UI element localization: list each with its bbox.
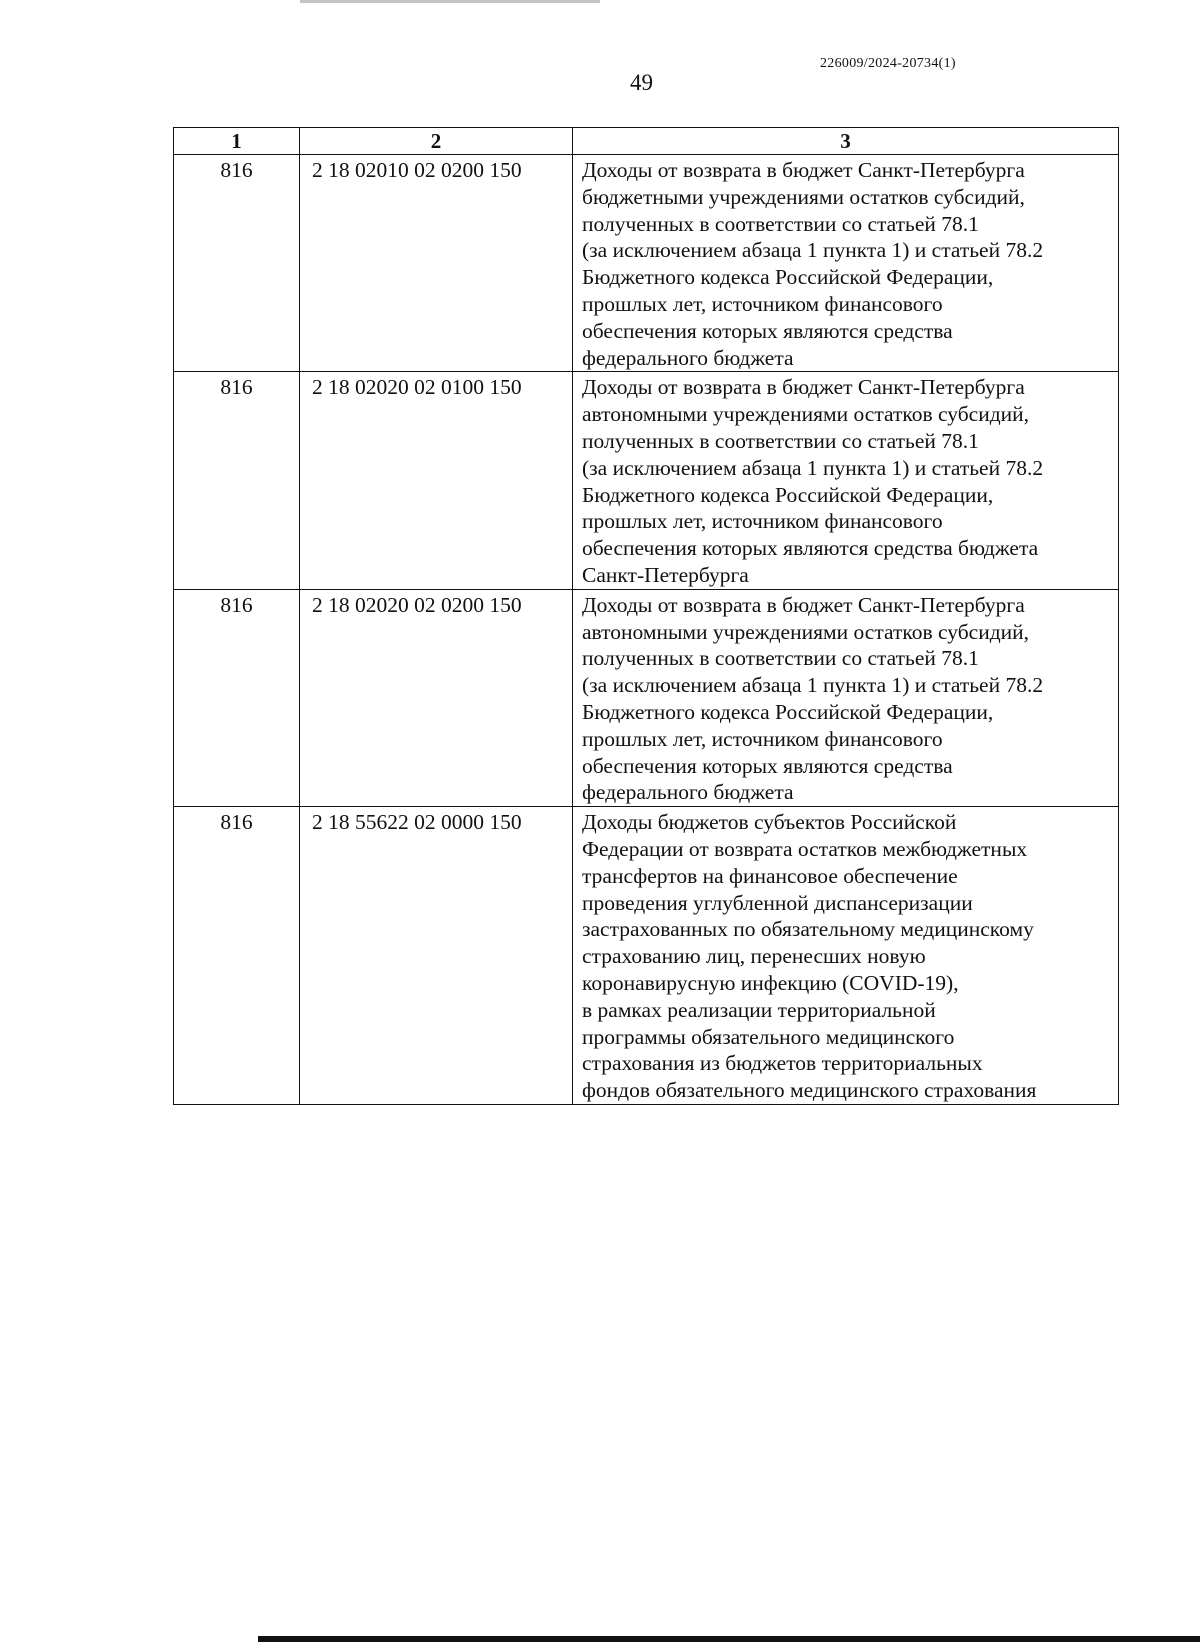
column-header-3: 3 bbox=[573, 128, 1119, 155]
table-row bbox=[174, 589, 1119, 806]
description-line: Доходы от возврата в бюджет Санкт-Петербурга bbox=[582, 158, 1025, 182]
description-line: полученных в соответствии со статьей 78.1 bbox=[582, 646, 979, 671]
column-header-2: 2 bbox=[300, 128, 573, 155]
kbk-code-cell: 2 18 55622 02 0000 150 bbox=[300, 807, 573, 1105]
admin-code-cell: 816 bbox=[174, 372, 300, 589]
description-line: прошлых лет, источником финансового bbox=[582, 726, 943, 751]
kbk-code-cell: 2 18 02020 02 0100 150 bbox=[300, 372, 573, 589]
page-number: 49 bbox=[630, 70, 653, 95]
description-line: Бюджетного кодекса Российской Федерации, bbox=[582, 265, 994, 290]
description-line: (за исключением абзаца 1 пункта 1) и статьей 78.2 bbox=[582, 455, 1044, 480]
description-line: прошлых лет, источником финансового bbox=[582, 509, 943, 534]
column-header-1: 1 bbox=[174, 128, 300, 155]
description-line: Санкт-Петербурга bbox=[582, 562, 749, 587]
description-line: в рамках реализации территориальной bbox=[582, 997, 936, 1022]
description-line: страхованию лиц, перенесших новую bbox=[582, 944, 926, 969]
registration-number: 226009/2024-20734(1) bbox=[820, 56, 956, 71]
budget-codes-table bbox=[173, 127, 1119, 1105]
description-line: Доходы от возврата в бюджет Санкт-Петербурга bbox=[582, 592, 1025, 617]
description-line: Доходы бюджетов субъектов Российской bbox=[582, 810, 957, 835]
description-cell bbox=[573, 372, 1119, 589]
description-cell bbox=[573, 155, 1119, 372]
admin-code-cell: 816 bbox=[174, 155, 300, 372]
description-line: прошлых лет, источником финансового bbox=[582, 291, 943, 316]
description-line: программы обязательного медицинского bbox=[582, 1024, 955, 1049]
description-line: коронавирусную инфекцию (COVID-19), bbox=[582, 970, 959, 995]
description-line: Федерации от возврата остатков межбюджетных bbox=[582, 836, 1028, 861]
description-line: застрахованных по обязательному медицинскому bbox=[582, 917, 1034, 942]
description-line: федерального бюджета bbox=[582, 780, 794, 805]
description-line: (за исключением абзаца 1 пункта 1) и статьей 78.2 bbox=[582, 673, 1044, 698]
description-line: (за исключением абзаца 1 пункта 1) и статьей 78.2 bbox=[582, 238, 1044, 263]
table-row bbox=[174, 155, 1119, 372]
admin-code-cell: 816 bbox=[174, 589, 300, 806]
kbk-code-cell: 2 18 02010 02 0200 150 bbox=[300, 155, 573, 372]
kbk-code-cell: 2 18 02020 02 0200 150 bbox=[300, 589, 573, 806]
description-line: автономными учреждениями остатков субсидий, bbox=[582, 619, 1030, 644]
description-line: Доходы от возврата в бюджет Санкт-Петербурга bbox=[582, 375, 1025, 400]
description-line: обеспечения которых являются средства bbox=[582, 318, 953, 343]
scan-artifact-top bbox=[0, 0, 1200, 3]
description-line: полученных в соответствии со статьей 78.1 bbox=[582, 211, 979, 236]
scan-artifact-bottom bbox=[258, 1636, 1200, 1642]
table-header-row bbox=[174, 128, 1119, 155]
description-cell bbox=[573, 807, 1119, 1105]
description-line: проведения углубленной диспансеризации bbox=[582, 890, 973, 915]
description-line: страхования из бюджетов территориальных bbox=[582, 1051, 983, 1076]
description-line: трансфертов на финансовое обеспечение bbox=[582, 863, 958, 888]
table-row bbox=[174, 807, 1119, 1105]
description-line: фондов обязательного медицинского страхования bbox=[582, 1078, 1037, 1103]
description-line: обеспечения которых являются средства бюджета bbox=[582, 536, 1039, 561]
admin-code-cell: 816 bbox=[174, 807, 300, 1105]
description-line: Бюджетного кодекса Российской Федерации, bbox=[582, 699, 994, 724]
description-line: бюджетными учреждениями остатков субсидий, bbox=[582, 184, 1025, 209]
description-line: федерального бюджета bbox=[582, 345, 794, 370]
description-line: обеспечения которых являются средства bbox=[582, 753, 953, 778]
description-line: автономными учреждениями остатков субсидий, bbox=[582, 402, 1030, 427]
description-line: полученных в соответствии со статьей 78.1 bbox=[582, 428, 979, 453]
description-cell bbox=[573, 589, 1119, 806]
table-row bbox=[174, 372, 1119, 589]
description-line: Бюджетного кодекса Российской Федерации, bbox=[582, 482, 994, 507]
